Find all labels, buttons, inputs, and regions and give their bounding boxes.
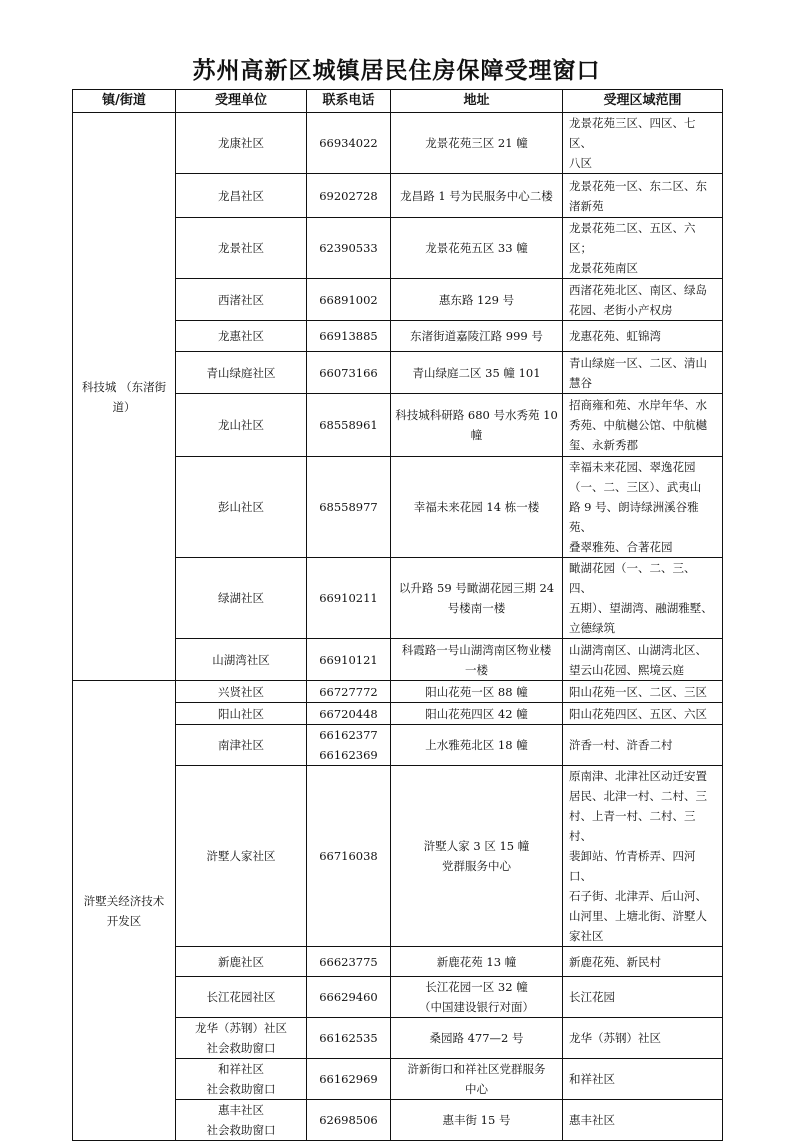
area-cell: 龙景花苑一区、东二区、东 渚新苑: [563, 174, 723, 218]
address-cell: 长江花园一区 32 幢 （中国建设银行对面）: [391, 977, 563, 1018]
address-cell: 新鹿花苑 13 幢: [391, 947, 563, 977]
phone-cell: 68558961: [307, 394, 391, 457]
phone-cell: 66073166: [307, 352, 391, 394]
unit-cell: 新鹿社区: [176, 947, 307, 977]
unit-cell: 惠丰社区 社会救助窗口: [176, 1100, 307, 1141]
unit-cell: 绿湖社区: [176, 558, 307, 639]
area-cell: 山湖湾南区、山湖湾北区、 望云山花园、熙境云庭: [563, 639, 723, 681]
phone-cell: 66934022: [307, 113, 391, 174]
area-cell: 幸福未来花园、翠逸花园 （一、二、三区）、武夷山 路 9 号、朗诗绿洲溪谷雅苑、 叠翠雅苑、合著花园: [563, 457, 723, 558]
area-cell: 龙华（苏钢）社区: [563, 1018, 723, 1059]
header-row: [73, 90, 723, 113]
phone-cell: 66162535: [307, 1018, 391, 1059]
address-cell: 科霞路一号山湖湾南区物业楼 一楼: [391, 639, 563, 681]
address-cell: 上水雅苑北区 18 幢: [391, 725, 563, 766]
phone-cell: 66720448: [307, 703, 391, 725]
area-cell: 阳山花苑一区、二区、三区: [563, 681, 723, 703]
header-area: 受理区域范围: [563, 90, 723, 113]
address-cell: 龙景花苑五区 33 幢: [391, 218, 563, 279]
address-cell: 青山绿庭二区 35 幢 101: [391, 352, 563, 394]
phone-cell: 66162969: [307, 1059, 391, 1100]
unit-cell: 龙昌社区: [176, 174, 307, 218]
area-cell: 新鹿花苑、新民村: [563, 947, 723, 977]
area-cell: 和祥社区: [563, 1059, 723, 1100]
document-title: 苏州高新区城镇居民住房保障受理窗口: [192, 58, 601, 84]
address-cell: 科技城科研路 680 号水秀苑 10 幢: [391, 394, 563, 457]
header-phone: 联系电话: [307, 90, 391, 113]
address-cell: 东渚街道嘉陵江路 999 号: [391, 321, 563, 352]
area-cell: 青山绿庭一区、二区、清山 慧谷: [563, 352, 723, 394]
area-cell: 浒香一村、浒香二村: [563, 725, 723, 766]
unit-cell: 龙惠社区: [176, 321, 307, 352]
unit-cell: 山湖湾社区: [176, 639, 307, 681]
area-cell: 瞰湖花园（一、二、三、四、 五期）、望湖湾、融湖雅墅、 立德绿筑: [563, 558, 723, 639]
phone-cell: 66910211: [307, 558, 391, 639]
phone-cell: 66623775: [307, 947, 391, 977]
unit-cell: 彭山社区: [176, 457, 307, 558]
area-cell: 招商雍和苑、水岸年华、水 秀苑、中航樾公馆、中航樾 玺、永新秀郡: [563, 394, 723, 457]
area-cell: 阳山花苑四区、五区、六区: [563, 703, 723, 725]
table-row: [73, 681, 723, 703]
unit-cell: 长江花园社区: [176, 977, 307, 1018]
address-cell: 惠东路 129 号: [391, 279, 563, 321]
address-cell: 龙景花苑三区 21 幢: [391, 113, 563, 174]
unit-cell: 南津社区: [176, 725, 307, 766]
town-cell: 浒墅关经济技术 开发区: [73, 681, 176, 1141]
phone-cell: 66727772: [307, 681, 391, 703]
address-cell: 以升路 59 号瞰湖花园三期 24 号楼南一楼: [391, 558, 563, 639]
address-cell: 惠丰街 15 号: [391, 1100, 563, 1141]
unit-cell: 和祥社区 社会救助窗口: [176, 1059, 307, 1100]
area-cell: 惠丰社区: [563, 1100, 723, 1141]
unit-cell: 龙华（苏钢）社区 社会救助窗口: [176, 1018, 307, 1059]
phone-cell: 66162377 66162369: [307, 725, 391, 766]
phone-cell: 66891002: [307, 279, 391, 321]
phone-cell: 66913885: [307, 321, 391, 352]
town-cell: 科技城 （东渚街道）: [73, 113, 176, 681]
phone-cell: 62390533: [307, 218, 391, 279]
area-cell: 西渚花苑北区、南区、绿岛 花园、老街小产权房: [563, 279, 723, 321]
phone-cell: 68558977: [307, 457, 391, 558]
unit-cell: 浒墅人家社区: [176, 766, 307, 947]
phone-cell: 66910121: [307, 639, 391, 681]
unit-cell: 龙康社区: [176, 113, 307, 174]
unit-cell: 青山绿庭社区: [176, 352, 307, 394]
address-cell: 浒墅人家 3 区 15 幢 党群服务中心: [391, 766, 563, 947]
unit-cell: 龙山社区: [176, 394, 307, 457]
area-cell: 长江花园: [563, 977, 723, 1018]
address-cell: 桑园路 477—2 号: [391, 1018, 563, 1059]
address-cell: 龙昌路 1 号为民服务中心二楼: [391, 174, 563, 218]
address-cell: 浒新街口和祥社区党群服务 中心: [391, 1059, 563, 1100]
area-cell: 龙景花苑二区、五区、六区； 龙景花苑南区: [563, 218, 723, 279]
unit-cell: 龙景社区: [176, 218, 307, 279]
phone-cell: 66716038: [307, 766, 391, 947]
address-cell: 阳山花苑四区 42 幢: [391, 703, 563, 725]
address-cell: 阳山花苑一区 88 幢: [391, 681, 563, 703]
unit-cell: 阳山社区: [176, 703, 307, 725]
phone-cell: 62698506: [307, 1100, 391, 1141]
housing-office-table: [72, 89, 723, 1141]
address-cell: 幸福未来花园 14 栋一楼: [391, 457, 563, 558]
phone-cell: 66629460: [307, 977, 391, 1018]
header-town: 镇/街道: [73, 90, 176, 113]
area-cell: 龙景花苑三区、四区、七区、 八区: [563, 113, 723, 174]
table-row: [73, 113, 723, 174]
unit-cell: 兴贤社区: [176, 681, 307, 703]
header-address: 地址: [391, 90, 563, 113]
area-cell: 龙惠花苑、虹锦湾: [563, 321, 723, 352]
phone-cell: 69202728: [307, 174, 391, 218]
unit-cell: 西渚社区: [176, 279, 307, 321]
area-cell: 原南津、北津社区动迁安置 居民、北津一村、二村、三 村、上青一村、二村、三村、 裴卸站、竹青桥弄、四河口、 石子街、北津弄、后山河、 山河里、上塘北街、浒墅人 家社区: [563, 766, 723, 947]
header-unit: 受理单位: [176, 90, 307, 113]
